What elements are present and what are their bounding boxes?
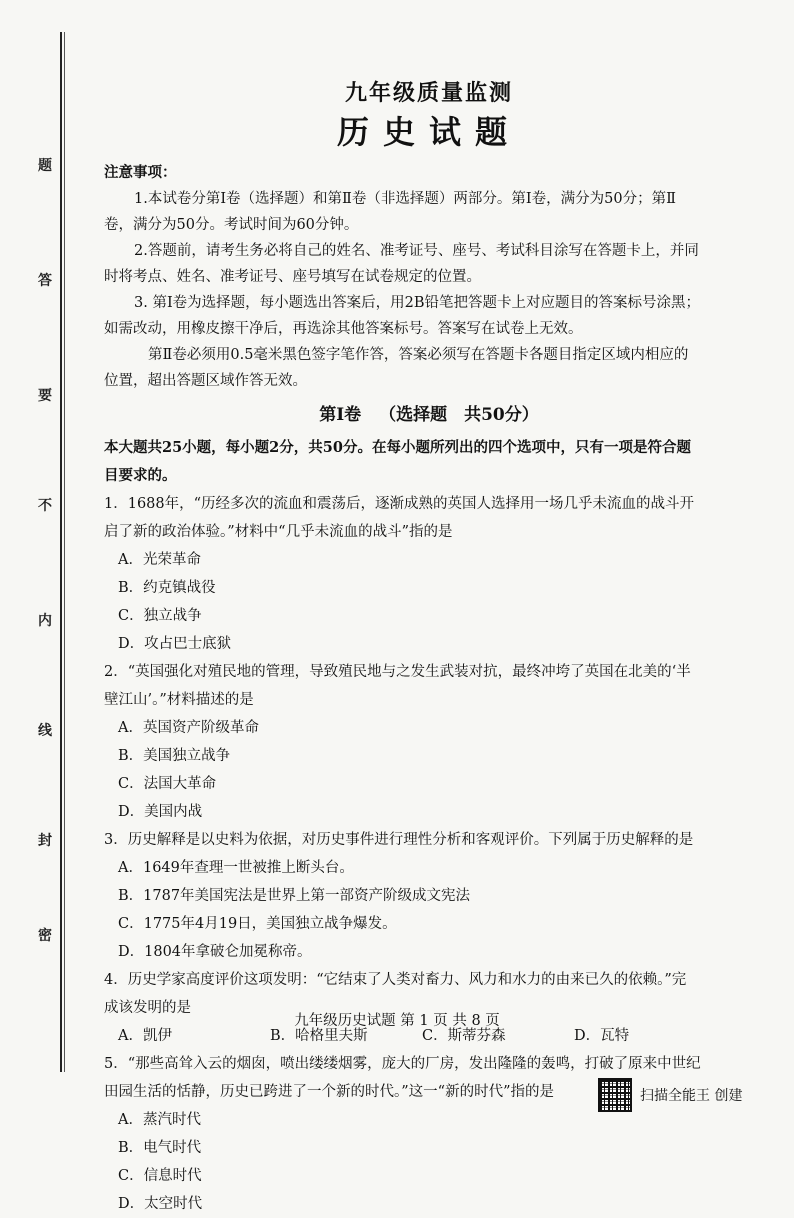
question-stem: 5．“那些高耸入云的烟囱，喷出缕缕烟雾，庞大的厂房，发出隆隆的轰鸣，打破了原来中世纪 — [104, 1056, 701, 1072]
options — [104, 854, 754, 966]
options — [104, 546, 754, 658]
margin-char: 要 — [38, 388, 52, 404]
note-line: 1.本试卷分第Ⅰ卷（选择题）和第Ⅱ卷（非选择题）两部分。第Ⅰ卷，满分为50分；第Ⅱ — [134, 191, 676, 207]
option-c: C．斯蒂芬森 — [422, 1028, 506, 1044]
option-c: C．法国大革命 — [118, 776, 217, 792]
exam-content — [104, 78, 754, 1218]
option-c: C．1775年4月19日，美国独立战争爆发。 — [118, 916, 397, 932]
note-line: 如需改动，用橡皮擦干净后，再选涂其他答案标号。答案写在试卷上无效。 — [104, 321, 583, 337]
options — [104, 1106, 754, 1218]
scanner-text: 扫描全能王 创建 — [640, 1088, 743, 1104]
margin-char: 题 — [38, 158, 52, 174]
question-1 — [104, 490, 754, 658]
section-instruction: 目要求的。 — [104, 467, 177, 484]
question-5 — [104, 1050, 754, 1218]
option-d: D．美国内战 — [118, 804, 203, 820]
option-b: B．美国独立战争 — [118, 748, 231, 764]
notes-block — [104, 160, 754, 394]
scanner-watermark — [598, 1078, 742, 1112]
question-stem: 1．1688年，“历经多次的流血和震荡后，逐渐成熟的英国人选择用一场几乎未流血的战斗开 — [104, 496, 695, 512]
note-line: 3. 第Ⅰ卷为选择题，每小题选出答案后，用2B铅笔把答题卡上对应题目的答案标号涂黑； — [134, 295, 701, 311]
section-desc: （选择题 共50分） — [379, 405, 539, 425]
binding-line — [60, 32, 62, 1072]
qr-code-icon — [598, 1078, 632, 1112]
question-stem: 成该发明的是 — [104, 1000, 191, 1016]
question-stem: 2．“英国强化对殖民地的管理，导致殖民地与之发生武装对抗，最终冲垮了英国在北美的‘半 — [104, 664, 691, 680]
margin-char: 密 — [38, 928, 52, 944]
margin-char: 答 — [38, 273, 52, 289]
exam-title: 九年级质量监测 — [344, 80, 513, 106]
option-b: B．哈格里夫斯 — [270, 1028, 368, 1044]
option-a: A．凯伊 — [118, 1028, 172, 1044]
option-b: B．1787年美国宪法是世界上第一部资产阶级成文宪法 — [118, 888, 471, 904]
option-d: D．攻占巴士底狱 — [118, 636, 232, 652]
option-d: D．瓦特 — [574, 1028, 630, 1044]
margin-char: 不 — [38, 498, 52, 514]
option-a: A．光荣革命 — [118, 552, 201, 568]
note-line: 位置，超出答题区域作答无效。 — [104, 373, 307, 389]
margin-char: 线 — [38, 723, 52, 739]
option-d: D．太空时代 — [118, 1196, 203, 1212]
exam-subject: 历史试题 — [336, 113, 521, 151]
option-c: C．独立战争 — [118, 608, 202, 624]
option-a: A．1649年查理一世被推上断头台。 — [118, 860, 354, 876]
margin-char: 封 — [38, 833, 52, 849]
note-line: 时将考点、姓名、准考证号、座号填写在试卷规定的位置。 — [104, 269, 481, 285]
question-4 — [104, 966, 754, 1050]
options — [104, 714, 754, 826]
notes-heading: 注意事项： — [104, 164, 177, 181]
option-c: C．信息时代 — [118, 1168, 202, 1184]
margin-char: 内 — [38, 613, 52, 629]
question-stem: 4．历史学家高度评价这项发明：“它结束了人类对畜力、风力和水力的由来已久的依赖。”完 — [104, 972, 687, 988]
option-d: D．1804年拿破仑加冕称帝。 — [118, 944, 312, 960]
option-b: B．电气时代 — [118, 1140, 202, 1156]
binding-line-inner — [64, 32, 65, 1072]
page-footer: 九年级历史试题 第 1 页 共 8 页 — [294, 1013, 500, 1029]
question-3 — [104, 826, 754, 966]
section-title — [104, 400, 754, 430]
option-a: A．蒸汽时代 — [118, 1112, 201, 1128]
question-2 — [104, 658, 754, 826]
section-part: 第Ⅰ卷 — [319, 405, 362, 425]
section-instruction: 本大题共25小题，每小题2分，共50分。在每小题所列出的四个选项中，只有一项是符合题 — [104, 439, 691, 456]
question-stem: 3．历史解释是以史料为依据，对历史事件进行理性分析和客观评价。下列属于历史解释的是 — [104, 832, 694, 848]
question-stem: 启了新的政治体验。”材料中“几乎未流血的战斗”指的是 — [104, 524, 453, 540]
note-line: 卷，满分为50分。考试时间为60分钟。 — [104, 217, 359, 233]
option-a: A．英国资产阶级革命 — [118, 720, 259, 736]
note-line: 2.答题前，请考生务必将自己的姓名、准考证号、座号、考试科目涂写在答题卡上，并同 — [134, 243, 699, 259]
question-stem: 壁江山’。”材料描述的是 — [104, 692, 254, 708]
note-line: 第Ⅱ卷必须用0.5毫米黑色签字笔作答，答案必须写在答题卡各题目指定区域内相应的 — [148, 347, 689, 363]
option-b: B．约克镇战役 — [118, 580, 216, 596]
question-stem: 田园生活的恬静，历史已跨进了一个新的时代。”这一“新的时代”指的是 — [104, 1084, 554, 1100]
